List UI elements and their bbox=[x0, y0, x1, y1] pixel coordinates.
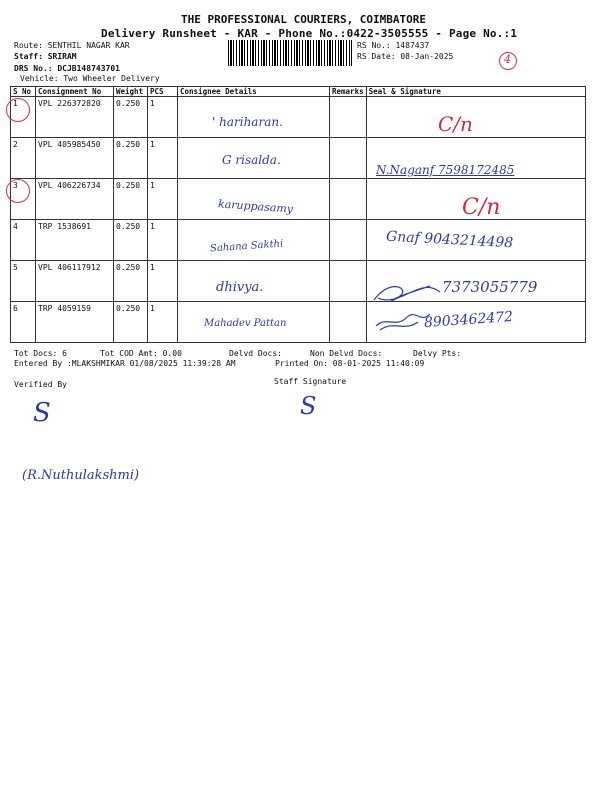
scribble-signature-marks bbox=[370, 268, 450, 338]
col-weight: Weight bbox=[114, 87, 148, 97]
barcode bbox=[228, 40, 352, 66]
handwritten-signature: C/n bbox=[462, 195, 501, 220]
col-consignee: Consignee Details bbox=[178, 87, 330, 97]
row-consignment: TRP 1538691 bbox=[38, 222, 91, 231]
tot-docs: Tot Docs: 6 bbox=[14, 349, 67, 358]
handwritten-signature: N.Naganf 7598172485 bbox=[376, 163, 515, 177]
row-consignment: VPL 226372820 bbox=[38, 99, 101, 108]
row-weight: 0.250 bbox=[116, 263, 141, 272]
handwritten-signature: Gnaf 9043214498 bbox=[385, 228, 514, 252]
drs-number: DRS No.: DCJB148743701 bbox=[14, 64, 120, 73]
handwritten-consignee: Sahana Sakthi bbox=[209, 238, 284, 255]
staff-signature: S bbox=[300, 392, 317, 420]
handwritten-consignee: dhivya. bbox=[216, 280, 264, 295]
row-pcs: 1 bbox=[150, 304, 155, 313]
verified-signature: S bbox=[33, 398, 51, 428]
row-sno: 2 bbox=[13, 140, 18, 149]
row-weight: 0.250 bbox=[116, 222, 141, 231]
row-pcs: 1 bbox=[150, 140, 155, 149]
delvy-pts: Delvy Pts: bbox=[413, 349, 462, 358]
row-sno: 6 bbox=[13, 304, 18, 313]
row-remarks-cell bbox=[330, 220, 367, 261]
handwritten-signature: 8903462472 bbox=[423, 308, 514, 332]
col-remarks: Remarks bbox=[330, 87, 367, 97]
row-1-circle-mark bbox=[6, 98, 30, 122]
row-pcs: 1 bbox=[150, 263, 155, 272]
row-sno: 4 bbox=[13, 222, 18, 231]
handwritten-signature: C/n bbox=[438, 112, 473, 136]
row-sno: 5 bbox=[13, 263, 18, 272]
row-consignment: VPL 405985450 bbox=[38, 140, 101, 149]
delvd-docs: Delvd Docs: bbox=[229, 349, 282, 358]
verified-by-label: Verified By bbox=[14, 380, 67, 389]
printed-on: Printed On: 08-01-2025 11:40:09 bbox=[275, 359, 425, 368]
tot-cod-amt: Tot COD Amt: 0.00 bbox=[100, 349, 182, 358]
row-consignment: TRP 4059159 bbox=[38, 304, 91, 313]
row-remarks-cell bbox=[330, 261, 367, 302]
row-consignment: VPL 406226734 bbox=[38, 181, 101, 190]
row-remarks-cell bbox=[330, 179, 367, 220]
col-consignment: Consignment No bbox=[36, 87, 114, 97]
staff-label: Staff: SRIRAM bbox=[14, 52, 77, 61]
row-pcs: 1 bbox=[150, 181, 155, 190]
handwritten-consignee: karuppasamy bbox=[217, 197, 294, 216]
table-header-row bbox=[11, 87, 586, 97]
row-weight: 0.250 bbox=[116, 181, 141, 190]
row-signature-cell bbox=[366, 97, 585, 138]
row-3-circle-mark bbox=[6, 179, 30, 203]
handwritten-consignee: G risalda. bbox=[222, 153, 281, 167]
handwritten-consignee: ' hariharan. bbox=[212, 115, 283, 129]
row-weight: 0.250 bbox=[116, 140, 141, 149]
row-pcs: 1 bbox=[150, 222, 155, 231]
row-pcs: 1 bbox=[150, 99, 155, 108]
col-seal-signature: Seal & Signature bbox=[366, 87, 585, 97]
vehicle-label: Vehicle: Two Wheeler Delivery bbox=[20, 74, 160, 83]
rs-number: RS No.: 1487437 bbox=[357, 41, 430, 50]
col-sno: S No bbox=[11, 87, 36, 97]
circled-page-mark: 4 bbox=[504, 53, 511, 66]
staff-signature-label: Staff Signature bbox=[274, 377, 347, 386]
col-pcs: PCS bbox=[148, 87, 178, 97]
row-weight: 0.250 bbox=[116, 304, 141, 313]
company-name: THE PROFESSIONAL COURIERS, COIMBATORE bbox=[181, 13, 427, 26]
handwritten-name: (R.Nuthulakshmi) bbox=[22, 468, 140, 483]
handwritten-signature: 7373055779 bbox=[442, 278, 538, 296]
entered-by: Entered By :MLAKSHMIKAR 01/08/2025 11:39:28 AM bbox=[14, 359, 236, 368]
table-row bbox=[11, 97, 586, 138]
row-sno: 1 bbox=[13, 99, 18, 108]
row-remarks-cell bbox=[330, 97, 367, 138]
non-delvd-docs: Non Delvd Docs: bbox=[310, 349, 383, 358]
rs-date: RS Date: 08-Jan-2025 bbox=[357, 52, 454, 61]
row-remarks-cell bbox=[330, 138, 367, 179]
route-label: Route: SENTHIL NAGAR KAR bbox=[14, 41, 130, 50]
row-consignment: VPL 406117912 bbox=[38, 263, 101, 272]
row-sno: 3 bbox=[13, 181, 18, 190]
runsheet-title: Delivery Runsheet - KAR - Phone No.:0422-3505555 - Page No.:1 bbox=[101, 27, 518, 40]
row-weight: 0.250 bbox=[116, 99, 141, 108]
row-remarks-cell bbox=[330, 302, 367, 343]
handwritten-consignee: Mahadev Pattan bbox=[204, 318, 287, 329]
